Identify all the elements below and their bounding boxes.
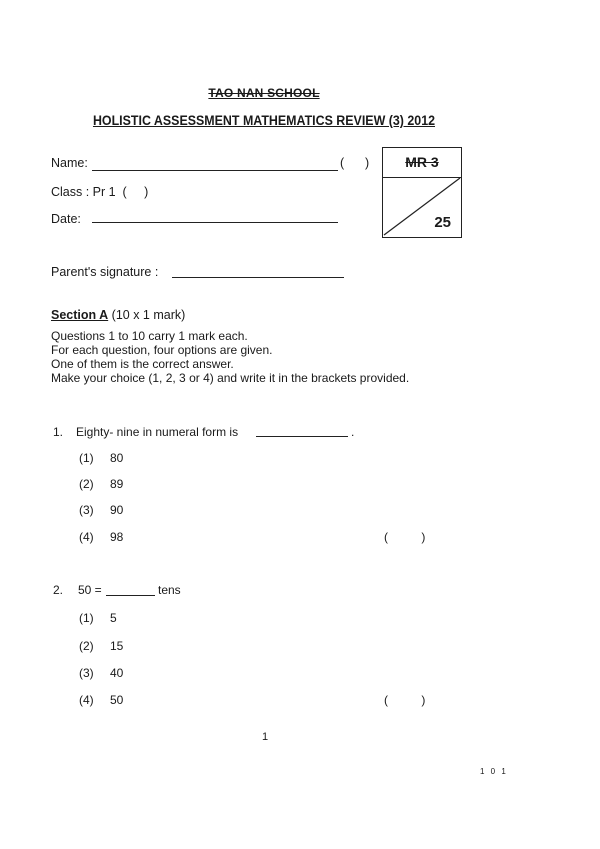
instruction-line: Make your choice (1, 2, 3 or 4) and write it in the brackets provided. [51, 371, 410, 385]
question-2-blank[interactable] [106, 595, 155, 596]
q2-answer-bracket[interactable]: ( ) [384, 693, 426, 707]
score-total: 25 [434, 214, 451, 231]
score-box-code: MR 3 [383, 148, 461, 178]
section-a-marks: (10 x 1 mark) [111, 308, 186, 322]
date-label: Date: [51, 212, 81, 226]
question-1-end: . [351, 425, 355, 439]
name-line[interactable] [92, 170, 338, 171]
paper-title: HOLISTIC ASSESSMENT MATHEMATICS REVIEW (3) 2012 [92, 113, 436, 128]
q1-option-1-value: 80 [110, 451, 124, 465]
school-name: TAO NAN SCHOOL [208, 86, 320, 100]
parent-signature-label: Parent's signature : [51, 265, 159, 279]
q2-option-2-label: (2) [79, 639, 94, 653]
score-box [382, 147, 462, 238]
name-bracket: ( ) [340, 156, 370, 170]
q2-option-1-value: 5 [110, 611, 117, 625]
q1-option-3-label: (3) [79, 503, 94, 517]
question-2-text: 50 = [78, 583, 102, 597]
q2-option-2-value: 15 [110, 639, 124, 653]
q1-option-2-label: (2) [79, 477, 94, 491]
q2-option-3-value: 40 [110, 666, 124, 680]
instruction-line: One of them is the correct answer. [51, 357, 234, 371]
question-2-number: 2. [53, 583, 64, 597]
q2-option-3-label: (3) [79, 666, 94, 680]
parent-signature-line[interactable] [172, 277, 344, 278]
q2-option-4-label: (4) [79, 693, 94, 707]
page-number: 1 [262, 731, 269, 743]
name-label: Name: [51, 156, 88, 170]
question-1-text: Eighty- nine in numeral form is [76, 425, 239, 439]
section-a-heading [51, 308, 185, 322]
q2-option-4-value: 50 [110, 693, 124, 707]
question-1-number: 1. [53, 425, 64, 439]
class-label: Class : Pr 1 ( ) [51, 185, 149, 199]
question-1-blank[interactable] [256, 436, 348, 437]
instruction-line: For each question, four options are given. [51, 343, 273, 357]
instruction-line: Questions 1 to 10 carry 1 mark each. [51, 329, 248, 343]
date-line[interactable] [92, 222, 338, 223]
q1-option-3-value: 90 [110, 503, 124, 517]
q1-answer-bracket[interactable]: ( ) [384, 530, 426, 544]
q1-option-4-value: 98 [110, 530, 124, 544]
q1-option-1-label: (1) [79, 451, 94, 465]
q1-option-2-value: 89 [110, 477, 124, 491]
q1-option-4-label: (4) [79, 530, 94, 544]
q2-option-1-label: (1) [79, 611, 94, 625]
question-2-after: tens [158, 583, 181, 597]
corner-mark: 1 0 1 [480, 767, 508, 776]
section-a-instructions [51, 329, 409, 385]
section-a-title: Section A [51, 308, 109, 322]
